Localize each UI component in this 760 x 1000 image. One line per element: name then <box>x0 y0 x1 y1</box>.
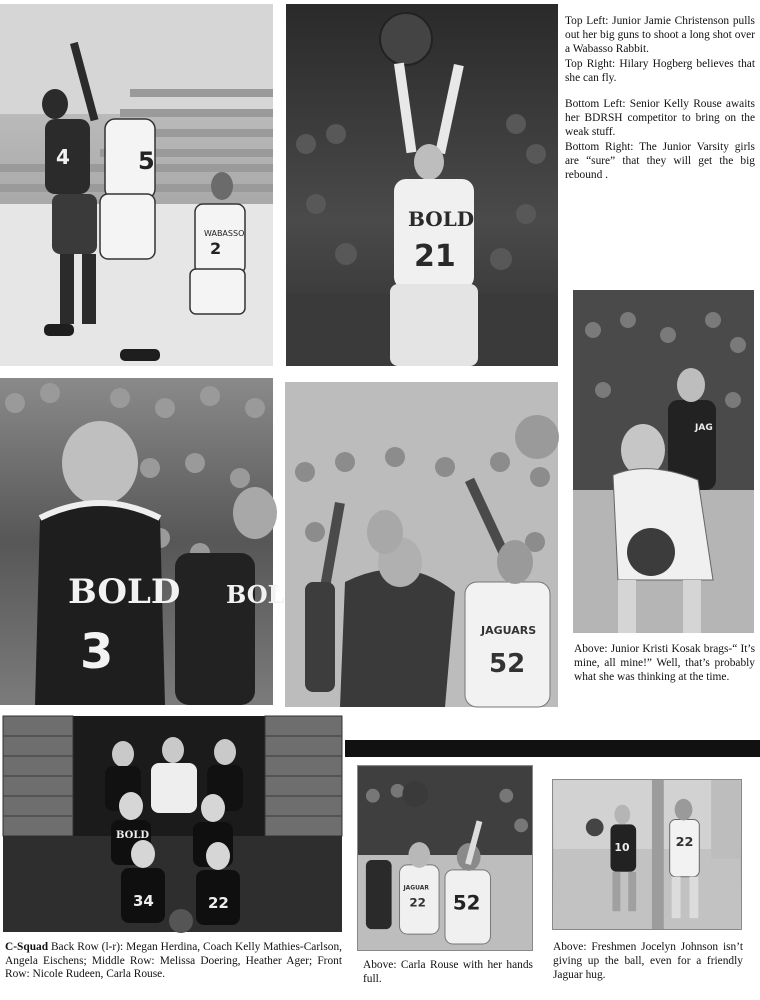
photo-jocelyn-johnson-art <box>553 780 741 929</box>
basketball-icon <box>380 13 432 65</box>
caption-c-squad-label: C-Squad <box>5 941 49 953</box>
photo-top-left <box>0 4 273 366</box>
decorative-bar <box>345 740 760 757</box>
caption-top-right: Top Right: Hilary Hogberg believes that she can fly. <box>565 57 755 84</box>
caption-bottom-left: Bottom Left: Senior Kelly Rouse awaits her BDRSH competitor to bring on the weak stuff. <box>565 98 755 139</box>
jersey-team-bold-squad: BOLD <box>116 830 150 841</box>
caption-block-top <box>565 14 755 182</box>
jersey-number-22-squad: 22 <box>208 894 229 912</box>
jersey-number-34: 34 <box>133 892 154 910</box>
basketball-icon-rouse <box>402 781 428 807</box>
jersey-team-bol-right: BOL <box>226 580 285 609</box>
photo-bottom-right <box>285 382 558 707</box>
jersey-number-4: 4 <box>56 145 70 169</box>
jersey-team-bold: BOLD <box>408 207 475 231</box>
photo-carla-rouse-art <box>358 766 532 950</box>
jersey-number-22-rouse: 22 <box>409 895 426 910</box>
photo-top-left-art <box>0 4 273 366</box>
photo-bottom-left-art <box>0 378 285 705</box>
photo-top-right <box>286 4 558 366</box>
jersey-number-3: 3 <box>80 624 114 680</box>
caption-jocelyn-johnson: Above: Freshmen Jocelyn Johnson isn’t giving up the ball, even for a friendly Jaguar hug. <box>553 941 743 982</box>
photo-kosak <box>573 290 754 633</box>
caption-c-squad-names: Back Row (l-r): Megan Herdina, Coach Kelly Mathies-Carlson, Angela Eischens; Middle Row: Melissa Doering, Heather Ager; Front Row: Nicole Rudeen, Carla Rouse. <box>5 941 342 981</box>
photo-kosak-art <box>573 290 754 633</box>
caption-bottom-right: Bottom Right: The Junior Varsity girls are “sure” that they will get the big rebound . <box>565 140 755 182</box>
jersey-number-2: 2 <box>210 239 222 258</box>
jersey-number-22-johnson: 22 <box>675 835 694 851</box>
jersey-team-bold-left: BOLD <box>68 572 181 612</box>
basketball-icon-kosak <box>627 528 675 576</box>
photo-jocelyn-johnson <box>552 779 742 930</box>
photo-bottom-right-art <box>285 382 558 707</box>
photo-c-squad <box>3 716 342 932</box>
photo-c-squad-art <box>3 716 342 932</box>
jersey-number-52: 52 <box>489 649 526 679</box>
jersey-number-52-rouse: 52 <box>452 891 481 915</box>
jersey-team-jag: JAG <box>695 423 713 433</box>
basketball-icon-team <box>169 909 193 933</box>
jersey-team-jaguar: JAGUAR <box>403 884 429 892</box>
basketball-icon-johnson <box>586 818 604 836</box>
photo-bottom-left <box>0 378 285 705</box>
jersey-team-jaguars: JAGUARS <box>481 624 537 637</box>
jersey-number-10: 10 <box>614 841 630 855</box>
jersey-team-wabasso: WABASSO <box>204 229 245 238</box>
photo-carla-rouse <box>357 765 533 951</box>
jersey-number-5: 5 <box>138 147 155 175</box>
photo-top-right-art <box>286 4 558 366</box>
jersey-number-21: 21 <box>414 239 456 274</box>
caption-c-squad <box>5 941 342 982</box>
caption-top-left: Top Left: Junior Jamie Christenson pulls out her big guns to shoot a long shot over a Wabasso Rabbit. <box>565 15 755 56</box>
caption-kosak: Above: Junior Kristi Kosak brags-“ It’s mine, all mine!” Well, that’s probably what she was thinking at the time. <box>574 643 755 684</box>
caption-carla-rouse: Above: Carla Rouse with her hands full. <box>363 959 533 986</box>
